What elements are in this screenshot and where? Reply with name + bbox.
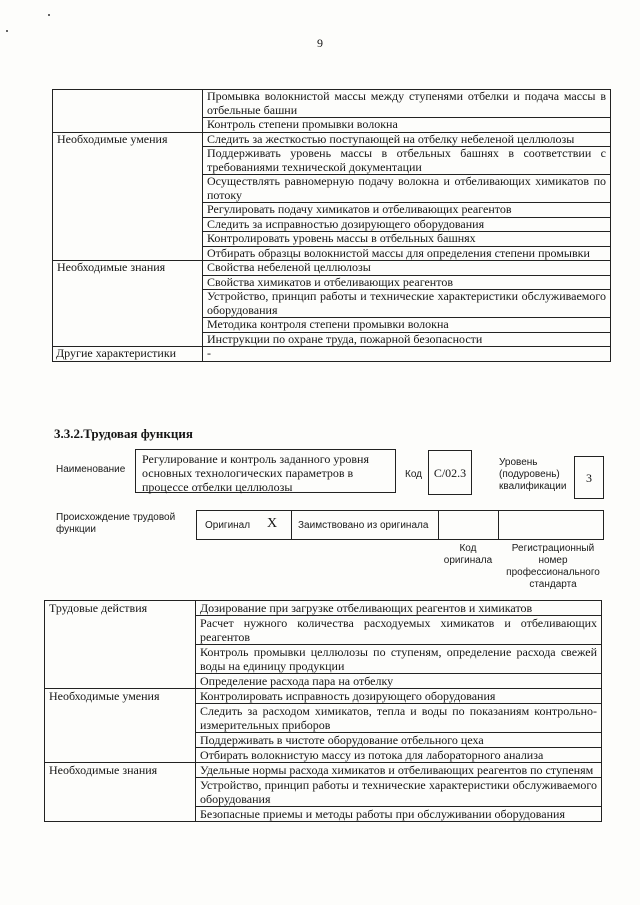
row-label: Необходимые умения (53, 132, 203, 261)
name-label: Наименование (56, 464, 126, 475)
reg-number-cell (498, 510, 604, 540)
table-cell: Контроль промывки целлюлозы по ступеням, определение расхода свежей воды на единицу продукции (196, 645, 602, 674)
table-cell: Удельные нормы расхода химикатов и отбеливающих реагентов по ступеням (196, 763, 602, 778)
borrowed-cell (291, 510, 439, 540)
table-row (53, 132, 611, 147)
origin-label: Происхождение трудовой функции (56, 512, 176, 535)
table-cell: Устройство, принцип работы и технические характеристики обслуживаемого оборудования (203, 290, 611, 318)
table-cell: Методика контроля степени промывки волокна (203, 318, 611, 333)
table-cell: Контролировать исправность дозирующего оборудования (196, 689, 602, 704)
function-name-box: Регулирование и контроль заданного уровня основных технологических параметров в процессе отбелки целлюлозы (135, 449, 396, 493)
table-row (53, 347, 611, 362)
table-cell: Следить за жесткостью поступающей на отбелку небеленой целлюлозы (203, 132, 611, 147)
row-label: Другие характеристики (53, 347, 203, 362)
row-label: Необходимые умения (45, 689, 196, 763)
row-label: Трудовые действия (45, 601, 196, 689)
table-cell: Промывка волокнистой массы между ступенями отбелки и подача массы в отбельные башни (203, 90, 611, 118)
section-heading: 3.3.2.Трудовая функция (54, 426, 193, 441)
table-cell: Свойства химикатов и отбеливающих реагентов (203, 275, 611, 290)
table-cell: Поддерживать в чистоте оборудование отбельного цеха (196, 733, 602, 748)
table-cell: Осуществлять равномерную подачу волокна и отбеливающих химикатов по потоку (203, 175, 611, 203)
table-cell: Устройство, принцип работы и технические характеристики обслуживаемого оборудования (196, 778, 602, 807)
table-cell: Отбирать образцы волокнистой массы для определения степени промывки (203, 246, 611, 261)
function-code-box: C/02.3 (428, 450, 472, 495)
qualification-level-box: 3 (574, 456, 604, 499)
table-cell: Контроль степени промывки волокна (203, 118, 611, 133)
table-row (45, 763, 602, 778)
table-cell: Безопасные приемы и методы работы при обслуживании оборудования (196, 807, 602, 822)
table-cell: Отбирать волокнистую массу из потока для лабораторного анализа (196, 748, 602, 763)
table-cell: Свойства небеленой целлюлозы (203, 261, 611, 276)
row-label: Необходимые знания (53, 261, 203, 347)
row-label: Необходимые знания (45, 763, 196, 822)
table-cell: Поддерживать уровень массы в отбельных башнях в соответствии с требованиями технической документации (203, 147, 611, 175)
original-cell (196, 510, 292, 540)
qualification-level-label: Уровень (подуровень) квалификации (499, 457, 567, 492)
row-label (53, 90, 203, 133)
reg-number-caption: Регистрационный номер профессионального стандарта (506, 543, 600, 590)
table-cell: Инструкции по охране труда, пожарной безопасности (203, 332, 611, 347)
table-cell: - (203, 347, 611, 362)
table-cell: Дозирование при загрузке отбеливающих реагентов и химикатов (196, 601, 602, 616)
table-row (45, 689, 602, 704)
origin-code-caption: Код оригинала (443, 543, 493, 566)
work-function-table (44, 600, 602, 822)
original-label: Оригинал (205, 520, 251, 531)
origin-code-cell (438, 510, 499, 540)
skills-table-continued (52, 89, 611, 362)
table-cell: Контролировать уровень массы в отбельных башнях (203, 232, 611, 247)
code-label: Код (405, 469, 423, 480)
table-cell: Определение расхода пара на отбелку (196, 674, 602, 689)
table-cell: Регулировать подачу химикатов и отбеливающих реагентов (203, 203, 611, 218)
original-mark: X (267, 516, 278, 531)
scan-speck (6, 30, 8, 32)
table-cell: Расчет нужного количества расходуемых химикатов и отбеливающих реагентов (196, 616, 602, 645)
table-row (53, 90, 611, 118)
page-number: 9 (317, 36, 323, 50)
table-cell: Следить за исправностью дозирующего оборудования (203, 217, 611, 232)
borrowed-label: Заимствовано из оригинала (298, 520, 429, 531)
table-cell: Следить за расходом химикатов, тепла и воды по показаниям контрольно-измерительных приборов (196, 704, 602, 733)
table-row (45, 601, 602, 616)
table-row (53, 261, 611, 276)
scan-speck (48, 14, 50, 16)
